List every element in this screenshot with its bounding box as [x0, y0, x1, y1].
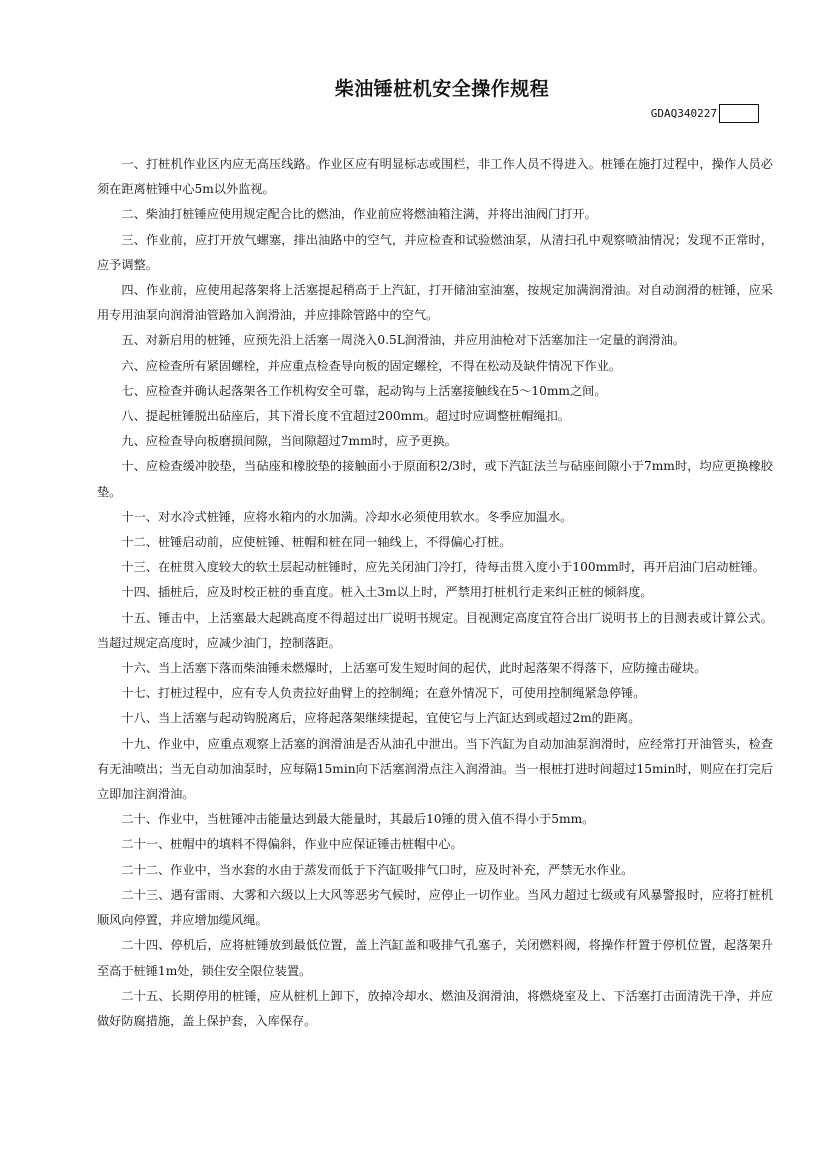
clause-12: 十二、桩锤启动前，应使桩锤、桩帽和桩在同一轴线上，不得偏心打桩。 [121, 535, 512, 550]
clause-1: 一、打桩机作业区内应无高压线路。作业区应有明显标志或围栏，非工作人员不得进入。桩锤在施打过程中，操作人员必须在距离桩锤中心5m以外监视。 [97, 157, 773, 197]
clause-22: 二十二、作业中，当水套的水由于蒸发而低于下汽缸吸排气口时，应及时补充，严禁无水作业。 [121, 862, 634, 877]
clause-list [97, 152, 773, 1034]
document-code: GDAQ340227 [650, 106, 717, 120]
clause-24: 二十四、停机后，应将桩锤放到最低位置，盖上汽缸盖和吸排气孔塞子，关闭燃料阀，将操作杆置于停机位置，起落架升至高于桩锤1m处，锁住安全限位装置。 [97, 938, 773, 978]
clause-10: 十、应检查缓冲胶垫，当砧座和橡胶垫的接触面小于原面积2/3时，或下汽缸法兰与砧座间隙小于7mm时，均应更换橡胶垫。 [97, 459, 773, 499]
clause-18: 十八、当上活塞与起动钩脱离后，应将起落架继续提起，宜使它与上汽缸达到或超过2m的距离。 [121, 711, 641, 726]
clause-2: 二、柴油打桩锤应使用规定配合比的燃油，作业前应将燃油箱注满，并将出油阀门打开。 [121, 207, 597, 222]
clause-7: 七、应检查并确认起落架各工作机构安全可靠，起动钩与上活塞接触线在5～10mm之间。 [121, 383, 607, 398]
clause-11: 十一、对水冷式桩锤，应将水箱内的水加满。冷却水必须使用软水。冬季应加温水。 [121, 509, 573, 524]
clause-6: 六、应检查所有紧固螺栓，并应重点检查导向板的固定螺栓，不得在松动及缺件情况下作业。 [121, 358, 622, 373]
clause-17: 十七、打桩过程中，应有专人负责拉好曲臂上的控制绳；在意外情况下，可使用控制绳紧急停锤。 [121, 686, 646, 701]
clause-19: 十九、作业中，应重点观察上活塞的润滑油是否从油孔中泄出。当下汽缸为自动加油泵润滑时，应经常打开油管头，检查有无油喷出；当无自动加油泵时，应每隔15min向下活塞润滑点注入润滑油。当一根桩打进时间超过15min时，则应在打完后立即加注润滑油。 [97, 736, 773, 802]
clause-13: 十三、在桩贯入度较大的软土层起动桩锤时，应先关闭油门冷打，待每击贯入度小于100mm时，再开启油门启动桩锤。 [121, 560, 765, 575]
clause-9: 九、应检查导向板磨损间隙，当间隙超过7mm时，应予更换。 [121, 434, 457, 449]
clause-23: 二十三、遇有雷雨、大雾和六级以上大风等恶劣气候时，应停止一切作业。当风力超过七级或有风暴警报时，应将打桩机顺风向停置，并应增加缆风绳。 [97, 887, 773, 928]
clause-15: 十五、锤击中，上活塞最大起跳高度不得超过出厂说明书规定。目视测定高度宜符合出厂说明书上的目测表或计算公式。当超过规定高度时，应减少油门，控制落距。 [97, 610, 773, 650]
clause-16: 十六、当上活塞下落而柴油锤未燃爆时，上活塞可发生短时间的起伏，此时起落架不得落下，应防撞击碰块。 [121, 661, 707, 676]
clause-5: 五、对新启用的桩锤，应预先沿上活塞一周浇入0.5L润滑油，并应用油枪对下活塞加注一定量的润滑油。 [121, 333, 686, 348]
clause-14: 十四、插桩后，应及时校正桩的垂直度。桩入土3m以上时，严禁用打桩机行走来纠正桩的倾斜度。 [121, 585, 653, 600]
clause-8: 八、提起桩锤脱出砧座后，其下滑长度不宜超过200mm。超过时应调整桩帽绳扣。 [121, 409, 570, 424]
clause-4: 四、作业前，应使用起落架将上活塞提起稍高于上汽缸，打开储油室油塞，按规定加满润滑油。对自动润滑的桩锤，应采用专用油泵向润滑油管路加入润滑油，并应排除管路中的空气。 [97, 283, 773, 323]
code-box [719, 104, 759, 123]
clause-25: 二十五、长期停用的桩锤，应从桩机上卸下，放掉冷却水、燃油及润滑油，将燃烧室及上、下活塞打击面清洗干净，并应做好防腐措施，盖上保护套，入库保存。 [97, 988, 773, 1028]
clause-20: 二十、作业中，当桩锤冲击能量达到最大能量时，其最后10锤的贯入值不得小于5mm。 [121, 812, 595, 827]
document-title: 柴油锤桩机安全操作规程 [334, 78, 550, 100]
clause-21: 二十一、桩帽中的填料不得偏斜，作业中应保证锤击桩帽中心。 [121, 837, 463, 852]
document-code-row [651, 103, 759, 123]
clause-3: 三、作业前，应打开放气螺塞，排出油路中的空气，并应检查和试验燃油泵，从清扫孔中观察喷油情况；发现不正常时，应予调整。 [97, 232, 773, 272]
